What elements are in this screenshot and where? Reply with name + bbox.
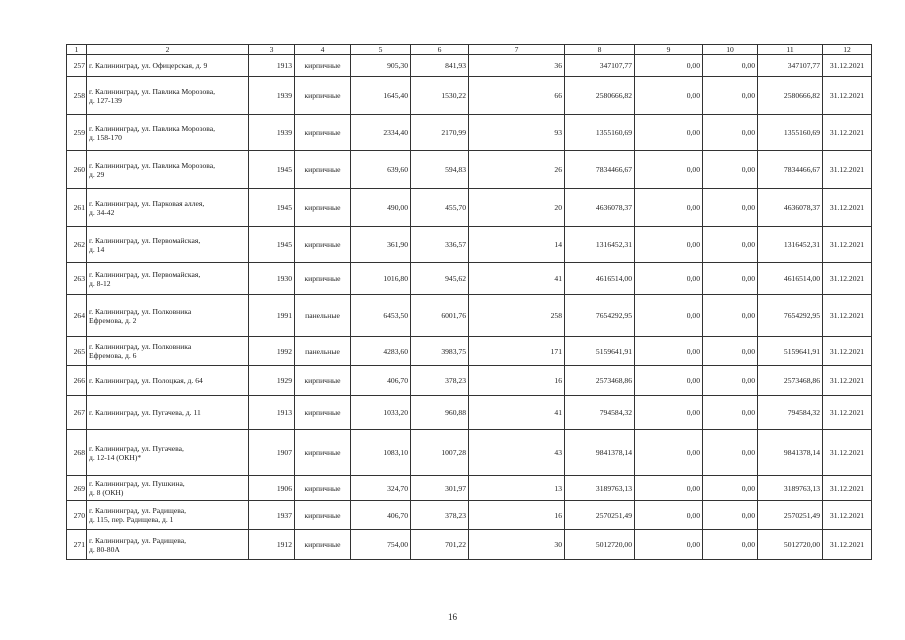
total-cost-cell: 1355160,69 [565, 115, 635, 151]
table-row [67, 396, 872, 430]
column-header: 5 [351, 45, 411, 55]
address-line: д. 14 [89, 244, 105, 254]
table-row [67, 295, 872, 337]
address-line: д. 8 (ОКН) [89, 488, 124, 497]
address-cell [87, 189, 249, 227]
address-line: г. Калининград, ул. Павлика Морозова, [89, 160, 215, 170]
row-number: 259 [67, 115, 87, 151]
column-9-cell: 0,00 [635, 263, 703, 295]
row-number: 267 [67, 396, 87, 430]
column-11-cell: 2570251,49 [758, 501, 823, 530]
year-built-cell: 1939 [249, 115, 295, 151]
column-10-cell: 0,00 [703, 501, 758, 530]
column-11-cell: 9841378,14 [758, 430, 823, 476]
address-line: г. Калининград, ул. Радищева, [89, 535, 186, 545]
residents-count-cell: 171 [469, 337, 565, 366]
year-built-cell: 1913 [249, 396, 295, 430]
column-header: 2 [87, 45, 249, 55]
wall-material-cell: кирпичные [295, 189, 351, 227]
column-11-cell: 1355160,69 [758, 115, 823, 151]
address-cell [87, 115, 249, 151]
deadline-date-cell: 31.12.2021 [823, 501, 872, 530]
column-header: 12 [823, 45, 872, 55]
address-line: д. 158-170 [89, 132, 122, 142]
wall-material-cell: панельные [295, 337, 351, 366]
address-cell [87, 263, 249, 295]
wall-material-cell: кирпичные [295, 263, 351, 295]
row-number: 264 [67, 295, 87, 337]
wall-material-cell: кирпичные [295, 501, 351, 530]
column-9-cell: 0,00 [635, 530, 703, 560]
total-area-cell: 490,00 [351, 189, 411, 227]
column-11-cell: 347107,77 [758, 55, 823, 77]
column-10-cell: 0,00 [703, 476, 758, 501]
year-built-cell: 1945 [249, 189, 295, 227]
address-line: г. Калининград, ул. Первомайская, [89, 235, 201, 245]
address-cell [87, 55, 249, 77]
wall-material-cell: кирпичные [295, 227, 351, 263]
address-line: д. 34-42 [89, 207, 115, 217]
total-area-cell: 1033,20 [351, 396, 411, 430]
living-area-cell: 594,83 [411, 151, 469, 189]
wall-material-cell: кирпичные [295, 77, 351, 115]
column-9-cell: 0,00 [635, 295, 703, 337]
column-11-cell: 794584,32 [758, 396, 823, 430]
wall-material-cell: кирпичные [295, 366, 351, 396]
deadline-date-cell: 31.12.2021 [823, 396, 872, 430]
residents-count-cell: 93 [469, 115, 565, 151]
residents-count-cell: 26 [469, 151, 565, 189]
year-built-cell: 1945 [249, 151, 295, 189]
total-area-cell: 639,60 [351, 151, 411, 189]
column-10-cell: 0,00 [703, 227, 758, 263]
living-area-cell: 960,88 [411, 396, 469, 430]
address-line: г. Калининград, ул. Первомайская, [89, 269, 201, 279]
wall-material-cell: кирпичные [295, 530, 351, 560]
column-9-cell: 0,00 [635, 430, 703, 476]
table-row [67, 430, 872, 476]
living-area-cell: 3983,75 [411, 337, 469, 366]
column-10-cell: 0,00 [703, 337, 758, 366]
column-header: 1 [67, 45, 87, 55]
deadline-date-cell: 31.12.2021 [823, 151, 872, 189]
residents-count-cell: 16 [469, 366, 565, 396]
residents-count-cell: 20 [469, 189, 565, 227]
column-10-cell: 0,00 [703, 530, 758, 560]
total-cost-cell: 5012720,00 [565, 530, 635, 560]
total-cost-cell: 5159641,91 [565, 337, 635, 366]
table-row [67, 55, 872, 77]
wall-material-cell: кирпичные [295, 476, 351, 501]
address-line: г. Калининград, ул. Павлика Морозова, [89, 86, 215, 96]
column-header: 4 [295, 45, 351, 55]
address-line: д. 80-80А [89, 544, 120, 554]
living-area-cell: 701,22 [411, 530, 469, 560]
row-number: 263 [67, 263, 87, 295]
residents-count-cell: 36 [469, 55, 565, 77]
total-area-cell: 361,90 [351, 227, 411, 263]
residents-count-cell: 30 [469, 530, 565, 560]
column-10-cell: 0,00 [703, 430, 758, 476]
deadline-date-cell: 31.12.2021 [823, 476, 872, 501]
address-line: Ефремова, д. 2 [89, 315, 137, 325]
column-9-cell: 0,00 [635, 501, 703, 530]
residents-count-cell: 66 [469, 77, 565, 115]
address-line: г. Калининград, ул. Офицерская, д. 9 [89, 61, 208, 70]
column-10-cell: 0,00 [703, 189, 758, 227]
table-row [67, 115, 872, 151]
year-built-cell: 1930 [249, 263, 295, 295]
column-header: 8 [565, 45, 635, 55]
address-cell [87, 227, 249, 263]
address-line: г. Калининград, ул. Полоцкая, д. 64 [89, 376, 203, 385]
address-line: г. Калининград, ул. Радищева, [89, 506, 186, 515]
total-cost-cell: 7834466,67 [565, 151, 635, 189]
wall-material-cell: панельные [295, 295, 351, 337]
total-cost-cell: 794584,32 [565, 396, 635, 430]
total-area-cell: 1645,40 [351, 77, 411, 115]
residents-count-cell: 41 [469, 263, 565, 295]
year-built-cell: 1929 [249, 366, 295, 396]
column-9-cell: 0,00 [635, 115, 703, 151]
residents-count-cell: 43 [469, 430, 565, 476]
address-line: г. Калининград, ул. Павлика Морозова, [89, 123, 215, 133]
living-area-cell: 1530,22 [411, 77, 469, 115]
address-line: г. Калининград, ул. Пушкина, [89, 479, 185, 488]
year-built-cell: 1907 [249, 430, 295, 476]
address-line: г. Калининград, ул. Парковая аллея, [89, 198, 205, 208]
row-number: 262 [67, 227, 87, 263]
address-cell [87, 501, 249, 530]
table-body [67, 45, 872, 560]
column-11-cell: 7834466,67 [758, 151, 823, 189]
deadline-date-cell: 31.12.2021 [823, 55, 872, 77]
table-row [67, 227, 872, 263]
residents-count-cell: 16 [469, 501, 565, 530]
row-number: 268 [67, 430, 87, 476]
column-10-cell: 0,00 [703, 366, 758, 396]
address-line: Ефремова, д. 6 [89, 351, 137, 360]
column-10-cell: 0,00 [703, 396, 758, 430]
wall-material-cell: кирпичные [295, 396, 351, 430]
column-9-cell: 0,00 [635, 366, 703, 396]
living-area-cell: 1007,28 [411, 430, 469, 476]
deadline-date-cell: 31.12.2021 [823, 295, 872, 337]
deadline-date-cell: 31.12.2021 [823, 189, 872, 227]
row-number: 265 [67, 337, 87, 366]
year-built-cell: 1991 [249, 295, 295, 337]
living-area-cell: 378,23 [411, 501, 469, 530]
total-cost-cell: 9841378,14 [565, 430, 635, 476]
column-header: 10 [703, 45, 758, 55]
total-area-cell: 1016,80 [351, 263, 411, 295]
column-10-cell: 0,00 [703, 263, 758, 295]
column-number-header-row [67, 45, 872, 55]
living-area-cell: 841,93 [411, 55, 469, 77]
deadline-date-cell: 31.12.2021 [823, 366, 872, 396]
address-line: г. Калининград, ул. Полковника [89, 342, 192, 351]
address-line: г. Калининград, ул. Полковника [89, 306, 192, 316]
column-9-cell: 0,00 [635, 476, 703, 501]
column-11-cell: 5159641,91 [758, 337, 823, 366]
row-number: 257 [67, 55, 87, 77]
residents-count-cell: 13 [469, 476, 565, 501]
address-cell [87, 77, 249, 115]
address-cell [87, 151, 249, 189]
wall-material-cell: кирпичные [295, 115, 351, 151]
column-9-cell: 0,00 [635, 396, 703, 430]
living-area-cell: 378,23 [411, 366, 469, 396]
column-9-cell: 0,00 [635, 189, 703, 227]
column-10-cell: 0,00 [703, 77, 758, 115]
column-11-cell: 4636078,37 [758, 189, 823, 227]
year-built-cell: 1945 [249, 227, 295, 263]
deadline-date-cell: 31.12.2021 [823, 263, 872, 295]
total-cost-cell: 7654292,95 [565, 295, 635, 337]
deadline-date-cell: 31.12.2021 [823, 337, 872, 366]
table-row [67, 501, 872, 530]
total-cost-cell: 1316452,31 [565, 227, 635, 263]
living-area-cell: 6001,76 [411, 295, 469, 337]
total-cost-cell: 347107,77 [565, 55, 635, 77]
year-built-cell: 1912 [249, 530, 295, 560]
total-area-cell: 4283,60 [351, 337, 411, 366]
table-row [67, 476, 872, 501]
column-header: 9 [635, 45, 703, 55]
row-number: 260 [67, 151, 87, 189]
year-built-cell: 1906 [249, 476, 295, 501]
address-cell [87, 295, 249, 337]
total-area-cell: 2334,40 [351, 115, 411, 151]
living-area-cell: 336,57 [411, 227, 469, 263]
column-header: 6 [411, 45, 469, 55]
address-line: д. 29 [89, 169, 105, 179]
total-area-cell: 1083,10 [351, 430, 411, 476]
total-area-cell: 905,30 [351, 55, 411, 77]
address-cell [87, 396, 249, 430]
table-row [67, 337, 872, 366]
total-cost-cell: 4636078,37 [565, 189, 635, 227]
column-9-cell: 0,00 [635, 55, 703, 77]
table-row [67, 151, 872, 189]
wall-material-cell: кирпичные [295, 55, 351, 77]
address-cell [87, 530, 249, 560]
address-line: д. 12-14 (ОКН)* [89, 452, 142, 462]
column-10-cell: 0,00 [703, 55, 758, 77]
row-number: 266 [67, 366, 87, 396]
wall-material-cell: кирпичные [295, 430, 351, 476]
total-area-cell: 406,70 [351, 366, 411, 396]
deadline-date-cell: 31.12.2021 [823, 530, 872, 560]
table-row [67, 189, 872, 227]
year-built-cell: 1992 [249, 337, 295, 366]
residents-count-cell: 41 [469, 396, 565, 430]
column-header: 7 [469, 45, 565, 55]
row-number: 269 [67, 476, 87, 501]
total-area-cell: 406,70 [351, 501, 411, 530]
total-area-cell: 324,70 [351, 476, 411, 501]
column-11-cell: 4616514,00 [758, 263, 823, 295]
column-11-cell: 2580666,82 [758, 77, 823, 115]
row-number: 271 [67, 530, 87, 560]
deadline-date-cell: 31.12.2021 [823, 77, 872, 115]
table-row [67, 77, 872, 115]
column-9-cell: 0,00 [635, 227, 703, 263]
deadline-date-cell: 31.12.2021 [823, 227, 872, 263]
address-cell [87, 476, 249, 501]
table-row [67, 263, 872, 295]
living-area-cell: 455,70 [411, 189, 469, 227]
living-area-cell: 2170,99 [411, 115, 469, 151]
total-area-cell: 6453,50 [351, 295, 411, 337]
row-number: 258 [67, 77, 87, 115]
address-line: г. Калининград, ул. Пугачева, [89, 443, 184, 453]
living-area-cell: 945,62 [411, 263, 469, 295]
column-9-cell: 0,00 [635, 77, 703, 115]
total-cost-cell: 2580666,82 [565, 77, 635, 115]
year-built-cell: 1937 [249, 501, 295, 530]
deadline-date-cell: 31.12.2021 [823, 430, 872, 476]
column-10-cell: 0,00 [703, 115, 758, 151]
table-row [67, 530, 872, 560]
column-header: 11 [758, 45, 823, 55]
address-cell [87, 337, 249, 366]
address-line: д. 127-139 [89, 95, 122, 105]
total-cost-cell: 4616514,00 [565, 263, 635, 295]
year-built-cell: 1939 [249, 77, 295, 115]
wall-material-cell: кирпичные [295, 151, 351, 189]
column-11-cell: 5012720,00 [758, 530, 823, 560]
row-number: 261 [67, 189, 87, 227]
column-9-cell: 0,00 [635, 151, 703, 189]
address-line: д. 8-12 [89, 278, 111, 288]
column-11-cell: 1316452,31 [758, 227, 823, 263]
table-row [67, 366, 872, 396]
column-10-cell: 0,00 [703, 295, 758, 337]
address-cell [87, 366, 249, 396]
address-line: д. 115, пер. Радищева, д. 1 [89, 515, 174, 524]
total-area-cell: 754,00 [351, 530, 411, 560]
total-cost-cell: 3189763,13 [565, 476, 635, 501]
living-area-cell: 301,97 [411, 476, 469, 501]
column-header: 3 [249, 45, 295, 55]
address-cell [87, 430, 249, 476]
deadline-date-cell: 31.12.2021 [823, 115, 872, 151]
total-cost-cell: 2573468,86 [565, 366, 635, 396]
residents-count-cell: 258 [469, 295, 565, 337]
column-9-cell: 0,00 [635, 337, 703, 366]
residents-count-cell: 14 [469, 227, 565, 263]
column-10-cell: 0,00 [703, 151, 758, 189]
total-cost-cell: 2570251,49 [565, 501, 635, 530]
page-number: 16 [448, 612, 457, 622]
row-number: 270 [67, 501, 87, 530]
property-table [66, 44, 872, 560]
address-line: г. Калининград, ул. Пугачева, д. 11 [89, 408, 201, 417]
column-11-cell: 2573468,86 [758, 366, 823, 396]
column-11-cell: 7654292,95 [758, 295, 823, 337]
column-11-cell: 3189763,13 [758, 476, 823, 501]
year-built-cell: 1913 [249, 55, 295, 77]
